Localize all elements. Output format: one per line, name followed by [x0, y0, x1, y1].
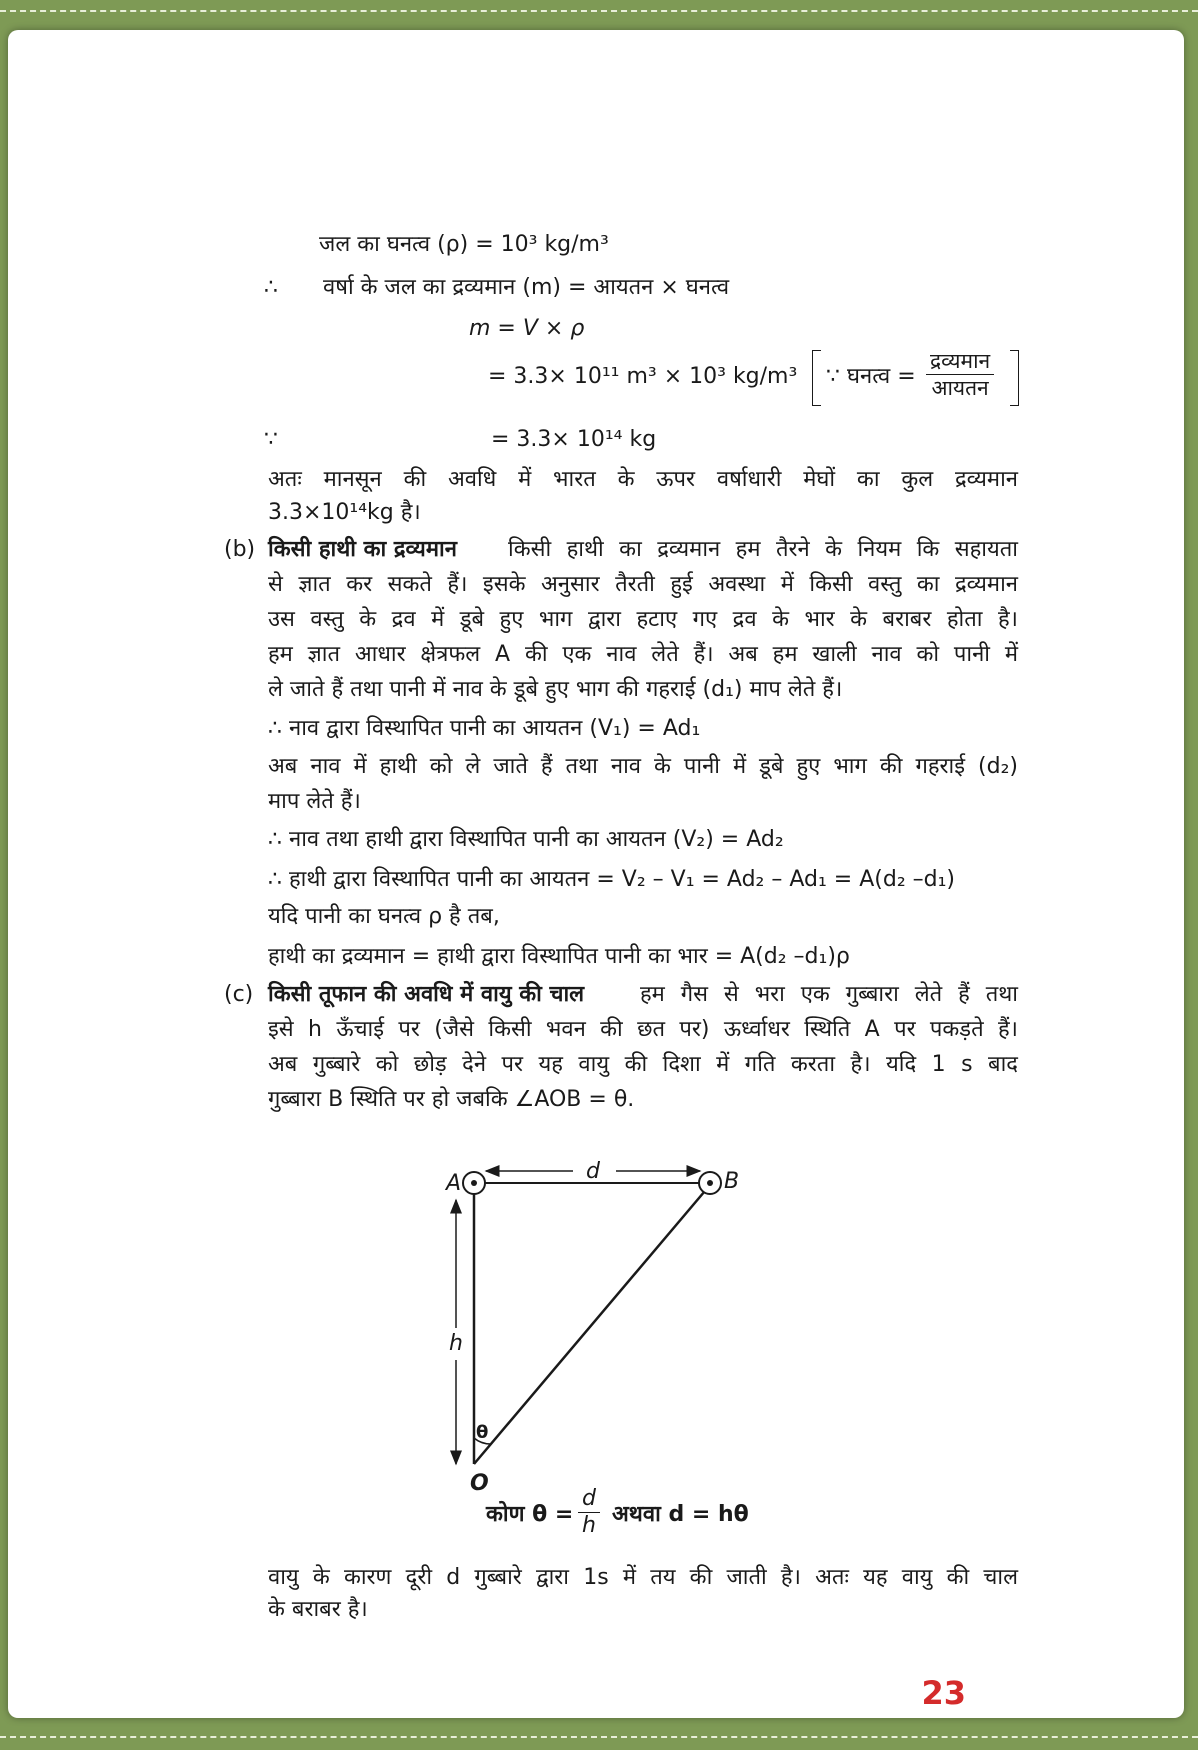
section-c-line-1: हम गैस से भरा एक गुब्बारा लेते हैं तथा — [640, 982, 1018, 1007]
section-c-line-6: के बराबर है। — [268, 1597, 368, 1622]
section-b-line-2: से ज्ञात कर सकते हैं। इसके अनुसार तैरती हुई अवस्था में किसी वस्तु का द्रव्यमान — [268, 572, 1018, 597]
section-b-line-7: अब नाव में हाथी को ले जाते हैं तथा नाव के पानी में डूबे हुए भाग की गहराई (d₂) — [268, 754, 1018, 779]
bottom-dashed-line — [0, 1736, 1198, 1738]
density-note-pre: ∵ घनत्व = — [826, 364, 916, 389]
density-line: जल का घनत्व (ρ) = 10³ kg/m³ — [319, 232, 609, 257]
section-c-label: (c) — [224, 982, 254, 1007]
mass-definition-line: वर्षा के जल का द्रव्यमान (m) = आयतन × घनत्व — [323, 275, 730, 300]
formula-post: अथवा d = hθ — [612, 1502, 749, 1527]
section-c-line-5: वायु के कारण दूरी d गुब्बारे द्वारा 1s में तय की जाती है। अतः यह वायु की चाल — [268, 1565, 1018, 1590]
section-c-line-3: अब गुब्बारे को छोड़ देने पर यह वायु की दिशा में गति करता है। यदि 1 s बाद — [268, 1052, 1018, 1077]
top-dashed-line — [0, 10, 1198, 12]
hypotenuse-OB — [474, 1185, 710, 1464]
mass-calc-line: = 3.3× 10¹¹ m³ × 10³ kg/m³ — [488, 364, 798, 389]
section-b-line-1: किसी हाथी का द्रव्यमान हम तैरने के नियम कि सहायता — [508, 537, 1018, 562]
section-b-line-9: ∴ नाव तथा हाथी द्वारा विस्थापित पानी का आयतन (V₂) = Ad₂ — [268, 827, 784, 852]
right-bracket — [1010, 350, 1019, 406]
section-b-label: (b) — [224, 537, 256, 562]
section-c-heading: किसी तूफान की अवधि में वायु की चाल — [268, 982, 585, 1007]
section-c-line-2: इसे h ऊँचाई पर (जैसे किसी भवन की छत पर) ऊर्ध्वाधर स्थिति A पर पकड़ते हैं। — [268, 1017, 1018, 1042]
density-note-denominator: आयतन — [931, 376, 989, 400]
section-b-heading: किसी हाथी का द्रव्यमान — [268, 537, 457, 562]
top-border — [0, 0, 1198, 30]
page-number: 23 — [921, 1674, 966, 1712]
section-b-line-8: माप लेते हैं। — [268, 789, 361, 814]
section-b-line-3: उस वस्तु के द्रव में डूबे हुए भाग द्वारा हटाए गए द्रव के भार के बराबर होता है। — [268, 607, 1018, 632]
therefore-symbol: ∴ — [264, 275, 278, 300]
formula-denominator: h — [582, 1513, 596, 1538]
section-b-line-12: हाथी का द्रव्यमान = हाथी द्वारा विस्थापित पानी का भार = A(d₂ –d₁)ρ — [268, 944, 850, 969]
section-b-line-10: ∴ हाथी द्वारा विस्थापित पानी का आयतन = V₂ – V₁ = Ad₂ – Ad₁ = A(d₂ –d₁) — [268, 867, 956, 892]
balloon-B-dot — [707, 1180, 713, 1186]
formula-pre: कोण θ = — [486, 1502, 574, 1527]
label-theta: θ — [476, 1422, 489, 1443]
section-b-line-11: यदि पानी का घनत्व ρ है तब, — [268, 904, 500, 929]
balloon-A-dot — [471, 1180, 477, 1186]
left-bracket — [812, 350, 821, 406]
density-note-fraction — [926, 348, 994, 401]
label-O: O — [470, 1471, 489, 1496]
page — [8, 30, 1184, 1718]
conclusion-line: अतः मानसून की अवधि में भारत के ऊपर वर्षाधारी मेघों का कुल द्रव्यमान — [268, 467, 1018, 492]
formula-numerator: d — [578, 1486, 600, 1513]
formula-fraction — [578, 1486, 600, 1539]
balloon-diagram — [418, 1138, 758, 1518]
mass-result-line: = 3.3× 10¹⁴ kg — [491, 427, 657, 452]
section-b-line-5: ले जाते हैं तथा पानी में नाव के डूबे हुए भाग की गहराई (d₁) माप लेते हैं। — [268, 677, 843, 702]
because-symbol: ∵ — [264, 427, 278, 452]
bottom-border — [0, 1720, 1198, 1750]
section-b-line-6: ∴ नाव द्वारा विस्थापित पानी का आयतन (V₁) = Ad₁ — [268, 716, 701, 741]
section-b-line-4: हम ज्ञात आधार क्षेत्रफल A की एक नाव लेते हैं। अब हम खाली नाव को पानी में — [268, 642, 1018, 667]
mass-formula: m = V × ρ — [469, 316, 585, 341]
label-A: A — [446, 1171, 462, 1196]
density-note-numerator: द्रव्यमान — [926, 348, 994, 375]
label-B: B — [724, 1169, 740, 1194]
label-d: d — [586, 1159, 600, 1184]
label-h: h — [449, 1331, 463, 1356]
conclusion-line-2: 3.3×10¹⁴kg है। — [268, 500, 421, 525]
section-c-line-4: गुब्बारा B स्थिति पर हो जबकि ∠AOB = θ. — [268, 1087, 635, 1112]
